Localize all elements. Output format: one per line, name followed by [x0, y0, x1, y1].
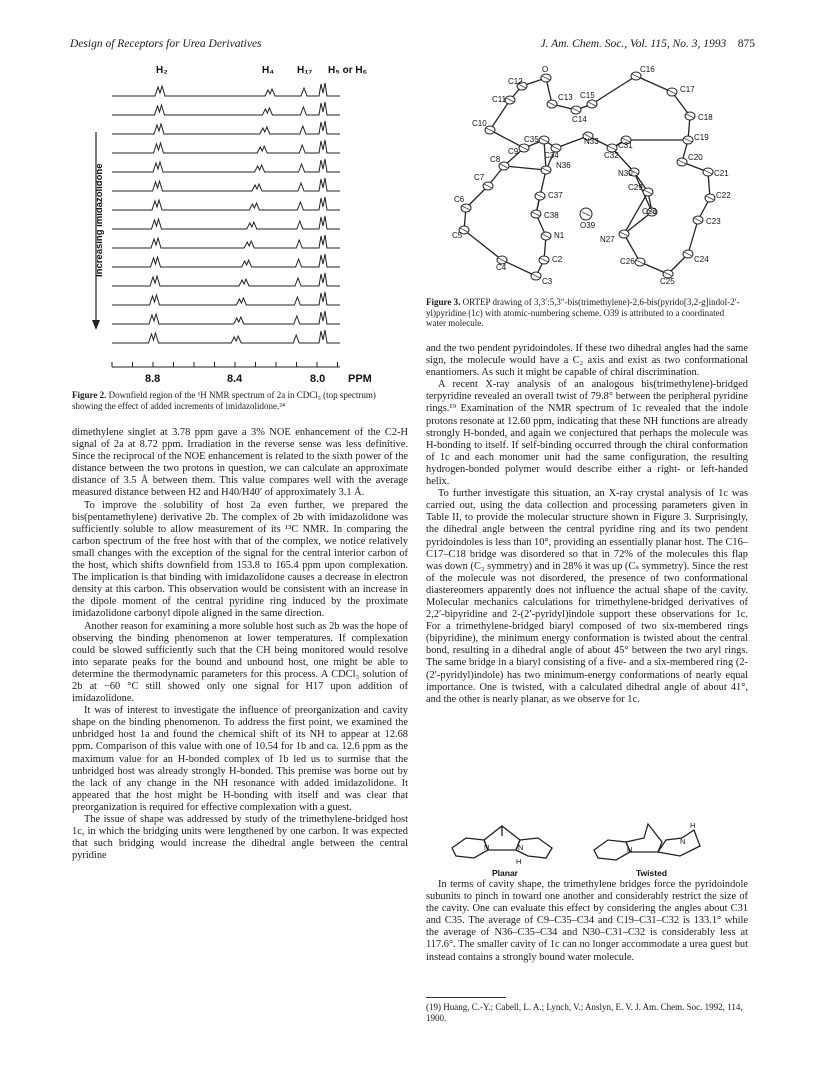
ortep-atom-label: C28 — [642, 207, 657, 216]
ortep-bond — [504, 166, 546, 170]
ortep-bond — [464, 230, 502, 260]
figure-2-caption — [72, 390, 408, 411]
running-header-left: Design of Receptors for Urea Derivatives — [70, 38, 262, 50]
nmr-spectrum-trace — [112, 311, 340, 324]
paragraph: In terms of cavity shape, the trimethylene bridges force the pyridoindole subunits to pinch in toward one another and considerably restrict the size of the cavity. One can evaluate this effect by considering the angles about C31 and C35. The average of C9–C35–C34 and C19–C31–C32 is 133.1° while the average of N36–C35–C34 and N30–C31–C32 is considerably less at 117.6°. The smaller cavity of 1c can no longer accommodate a urea guest but instead contains a strongly bound water molecule. — [426, 879, 748, 963]
ortep-atom-label: N1 — [554, 231, 565, 240]
ortep-atom-label: C10 — [472, 119, 487, 128]
paragraph: The issue of shape was addressed by study of the trimethylene-bridged host 1c, in which the bridging units were lengthened by one carbon. It was expected that such bridging would increase the dihedral angle between the central pyridine — [72, 814, 408, 862]
ortep-atom-label: N27 — [600, 235, 615, 244]
footnote-rule — [426, 997, 506, 998]
ortep-atom-label: C4 — [496, 263, 507, 272]
right-column-bottom — [426, 879, 748, 964]
ortep-atom-label: C16 — [640, 65, 655, 74]
nmr-spectrum-trace — [112, 159, 340, 172]
ortep-atom-label: C34 — [544, 151, 559, 160]
paragraph: It was of interest to investigate the influence of preorganization and cavity shape on the binding phenomenon. To address the first point, we examined the unbridged host 1a and found the chemical shift of its NH to appear at 12.68 ppm. Comparison of this value with one of 10.54 for 1b and ca. 12.6 ppm as the maximum value for an H-bonded complex of 1b led us to surmise that the unbridged host was already strongly H-bonded. This premise was borne out by the lack of any change in the NH resonance with added imidazolidone. It appeared that the host might be H-bonding with itself and was clear that preorganization is required for effective complexation with a guest. — [72, 705, 408, 813]
ortep-atom-label: C2 — [552, 255, 563, 264]
ortep-atom-label: C29 — [628, 183, 643, 192]
ortep-atom-label: C32 — [604, 151, 619, 160]
scheme-n-twisted-left: N — [627, 845, 633, 854]
ortep-atom-label: C19 — [694, 133, 709, 142]
page-number: 875 — [737, 38, 755, 50]
ortep-bond — [490, 130, 524, 148]
peak-label-h17: H₁₇ — [297, 65, 313, 76]
paragraph: and the two pendent pyridoindoles. If these two dihedral angles had the same sign, the molecule would have a C₂ axis and exist as two conformational enantiomers. As such it might be capable of chiral discrimination. — [426, 343, 748, 379]
paragraph: dimethylene singlet at 3.78 ppm gave a 3% NOE enhancement of the C2-H signal of 2a at 8.72 ppm. Irradiation in the reverse sense was less definitive. Since the reciprocal of the NOE enhancement is related to the sixth power of the distance between the two protons in question, we can calculate an approximate distance of 3.5 Å between them. This value compares well with the average measured distance between H2 and H40/H40′ of approximately 3.1 Å. — [72, 427, 408, 499]
ortep-atom-label: C14 — [572, 115, 587, 124]
ortep-atom-label: C6 — [454, 195, 465, 204]
ortep-bond — [490, 100, 510, 130]
ortep-atom-label: C11 — [492, 95, 507, 104]
increasing-imidazolidone-label: Increasing imidazolidone — [94, 163, 105, 277]
nmr-spectrum-trace — [112, 273, 340, 286]
side-label — [92, 132, 105, 330]
figure-2-caption-text: Downfield region of the ¹H NMR spectrum of 2a in CDCl₃ (top spectrum) showing the effect of added increments of imidazolidone.²⁴ — [72, 390, 376, 411]
figure-2-nmr-spectra — [72, 62, 402, 387]
spectra-stack — [112, 83, 340, 343]
nmr-spectrum-trace — [112, 235, 340, 248]
paragraph: To further investigate this situation, an X-ray crystal analysis of 1c was carried out, using the data collection and processing parameters given in Table II, to provide the molecular structure shown in Figure 3. Surprisingly, the dihedral angle between the central pyridine ring and its two pendent pyridoindoles is less than 10°, providing an essentially planar host. The C16–C17–C18 bridge was disordered so that in 72% of the molecules this flap was down (C₂ symmetry) and in 28% it was up (Cₛ symmetry). Since the rest of the molecule was not disordered, the presence of two conformational diastereomers apparently does not influence the actual shape of the cavity. Molecular mechanics calculations for trimethylene-bridged derivatives of 2,2′-bipyridine and 2-(2′-pyridyl)indole support these observations for 1c. For a trimethylene-bridged biaryl composed of two six-membered rings (bipyridine), the minimum energy conformation is twisted about the central bond, resulting in a dihedral angle of about 45° between the two aryl rings. The same bridge in a biaryl consisting of a five- and a six-membered ring (2-(2′-pyridyl)indole) has two minimum-energy conformations of nearly equal importance. One is twisted, with a calculated dihedral angle of about 41°, and the other is nearly planar, as we observe for 1c. — [426, 488, 748, 705]
ortep-atom-label: C8 — [490, 155, 501, 164]
ortep-atom-label: C38 — [544, 211, 559, 220]
figure-3-ortep-drawing — [426, 62, 748, 294]
ortep-atom-label: C21 — [714, 169, 729, 178]
nmr-spectrum-trace — [112, 216, 340, 229]
ortep-atom-label: C20 — [688, 153, 703, 162]
nmr-spectrum-trace — [112, 254, 340, 267]
ortep-atom-label: C7 — [474, 173, 485, 182]
ortep-atom-label: C25 — [660, 277, 675, 286]
ortep-bond — [502, 260, 536, 276]
journal-citation: J. Am. Chem. Soc., Vol. 115, No. 3, 1993 — [540, 38, 727, 50]
running-header-right — [540, 38, 755, 50]
ortep-atom-label: C15 — [580, 91, 595, 100]
nmr-spectrum-trace — [112, 121, 340, 134]
scheme-n-planar-left: N — [484, 843, 490, 852]
ortep-atom-label: N36 — [556, 161, 571, 170]
planar-label: Planar — [492, 868, 518, 878]
ortep-atom-label: O39 — [580, 221, 596, 230]
ortep-atom-label: C37 — [548, 191, 563, 200]
ortep-atom-label: C5 — [452, 231, 463, 240]
axis-unit-ppm: PPM — [348, 373, 372, 385]
figure-2-caption-label: Figure 2. — [72, 390, 107, 400]
figure-3-caption-text: ORTEP drawing of 3,3′:5,3″-bis(trimethylene)-2,6-bis(pyrido[3,2-g]indol-2′-yl)pyridine (1c) with atomic-numbering scheme. O39 is attributed to a coordinated water molecule. — [426, 297, 740, 329]
paragraph: To improve the solubility of host 2a even further, we prepared the bis(pentamethylene) derivative 2b. The complex of 2b with imidazolidone was sufficiently soluble to allow measurement of its ¹³C NMR. In comparing the carbon spectrum of the free host with that of the complex, we notice relatively small changes with the exception of the signal for the central interior carbon of the host, which shifts downfield from 153.8 to 165.4 ppm upon complexation. The implication is that binding with imidazolidone causes a decrease in electron density at this carbon. This observation would be consistent with an increase in the dipole moment of the central pyridine ring induced by the proximate imidazolidone carbonyl dipole aligned in the same direction. — [72, 499, 408, 620]
peak-label-h5-h6: H₅ or H₆ — [328, 65, 368, 76]
peak-label-h2: H₂ — [156, 65, 168, 76]
ortep-atom-label: N33 — [584, 137, 599, 146]
nmr-spectrum-trace — [112, 197, 340, 210]
figure-3-caption-label: Figure 3. — [426, 297, 461, 307]
ortep-atom-label: C26 — [620, 257, 635, 266]
ortep-atom-label: C22 — [716, 191, 731, 200]
peak-label-h4: H₄ — [262, 65, 274, 76]
ortep-atom-label: C3 — [542, 277, 553, 286]
ortep-atom-label: O — [542, 65, 549, 74]
tick-label-8-8: 8.8 — [145, 373, 161, 385]
scheme-n-planar-right: N — [518, 843, 524, 852]
paragraph: A recent X-ray analysis of an analogous bis(trimethylene)-bridged terpyridine revealed an overall twist of 79.8° between the peripheral pyridine rings.¹⁹ Examination of the NMR spectrum of 1c revealed that the indole protons resonate at 12.60 ppm, indicating that these NH functions are already strongly H-bonded, and again we conjectured that perhaps the molecule was H-bonding to itself. If self-binding occurred through the chiral conformation of 1c and each monomer unit had the same configuration, the resulting hydrogen-bonded polymer would describe either a right- or left-handed helix. — [426, 379, 748, 488]
ortep-atom-label: N30 — [618, 169, 633, 178]
ortep-atom-label: C23 — [706, 217, 721, 226]
nmr-spectrum-trace — [112, 178, 340, 191]
x-axis — [112, 362, 372, 385]
footnote-19: (19) Huang, C.-Y.; Cabell, L. A.; Lynch, V.; Anslyn, E. V. J. Am. Chem. Soc. 1992, 114, 1900. — [426, 1002, 743, 1023]
figure-3-caption — [426, 297, 746, 329]
scheme-h-twisted: H — [690, 821, 696, 830]
left-column — [72, 427, 408, 862]
ortep-atom-label: C12 — [508, 77, 523, 86]
ortep-bond — [636, 76, 672, 92]
right-column-top — [426, 343, 748, 706]
nmr-spectrum-trace — [112, 83, 340, 96]
nmr-spectrum-trace — [112, 140, 340, 153]
ortep-atom-label: C24 — [694, 255, 709, 264]
scheme-n-twisted-right: N — [680, 837, 686, 846]
ortep-atom-label: C31 — [618, 141, 633, 150]
ortep-atom-label: C17 — [680, 85, 695, 94]
ortep-atom-label: C13 — [558, 93, 573, 102]
twisted-label: Twisted — [636, 868, 668, 878]
ortep-bond — [592, 76, 636, 104]
paragraph: Another reason for examining a more soluble host such as 2b was the hope of observing the binding phenomenon at lower temperatures. If complexation could be slowed sufficiently such that the CH being monitored would resolve into separate peaks for the bound and unbound host, one might be able to determine the thermodynamic parameters for this process. A CDCl₃ solution of 2b at −60 °C still showed only one signal for H17 upon addition of imidazolidone. — [72, 620, 408, 705]
planar-twisted-scheme — [444, 820, 734, 880]
tick-label-8-4: 8.4 — [227, 373, 243, 385]
ortep-atom-label: C9 — [508, 147, 519, 156]
tick-label-8-0: 8.0 — [310, 373, 326, 385]
nmr-spectrum-trace — [112, 292, 340, 305]
scheme-h-planar: H — [516, 857, 522, 866]
ortep-atom-label: C18 — [698, 113, 713, 122]
ortep-atom-label: C35 — [524, 135, 539, 144]
nmr-spectrum-trace — [112, 330, 340, 343]
nmr-spectrum-trace — [112, 102, 340, 115]
ortep-bond — [688, 220, 698, 254]
